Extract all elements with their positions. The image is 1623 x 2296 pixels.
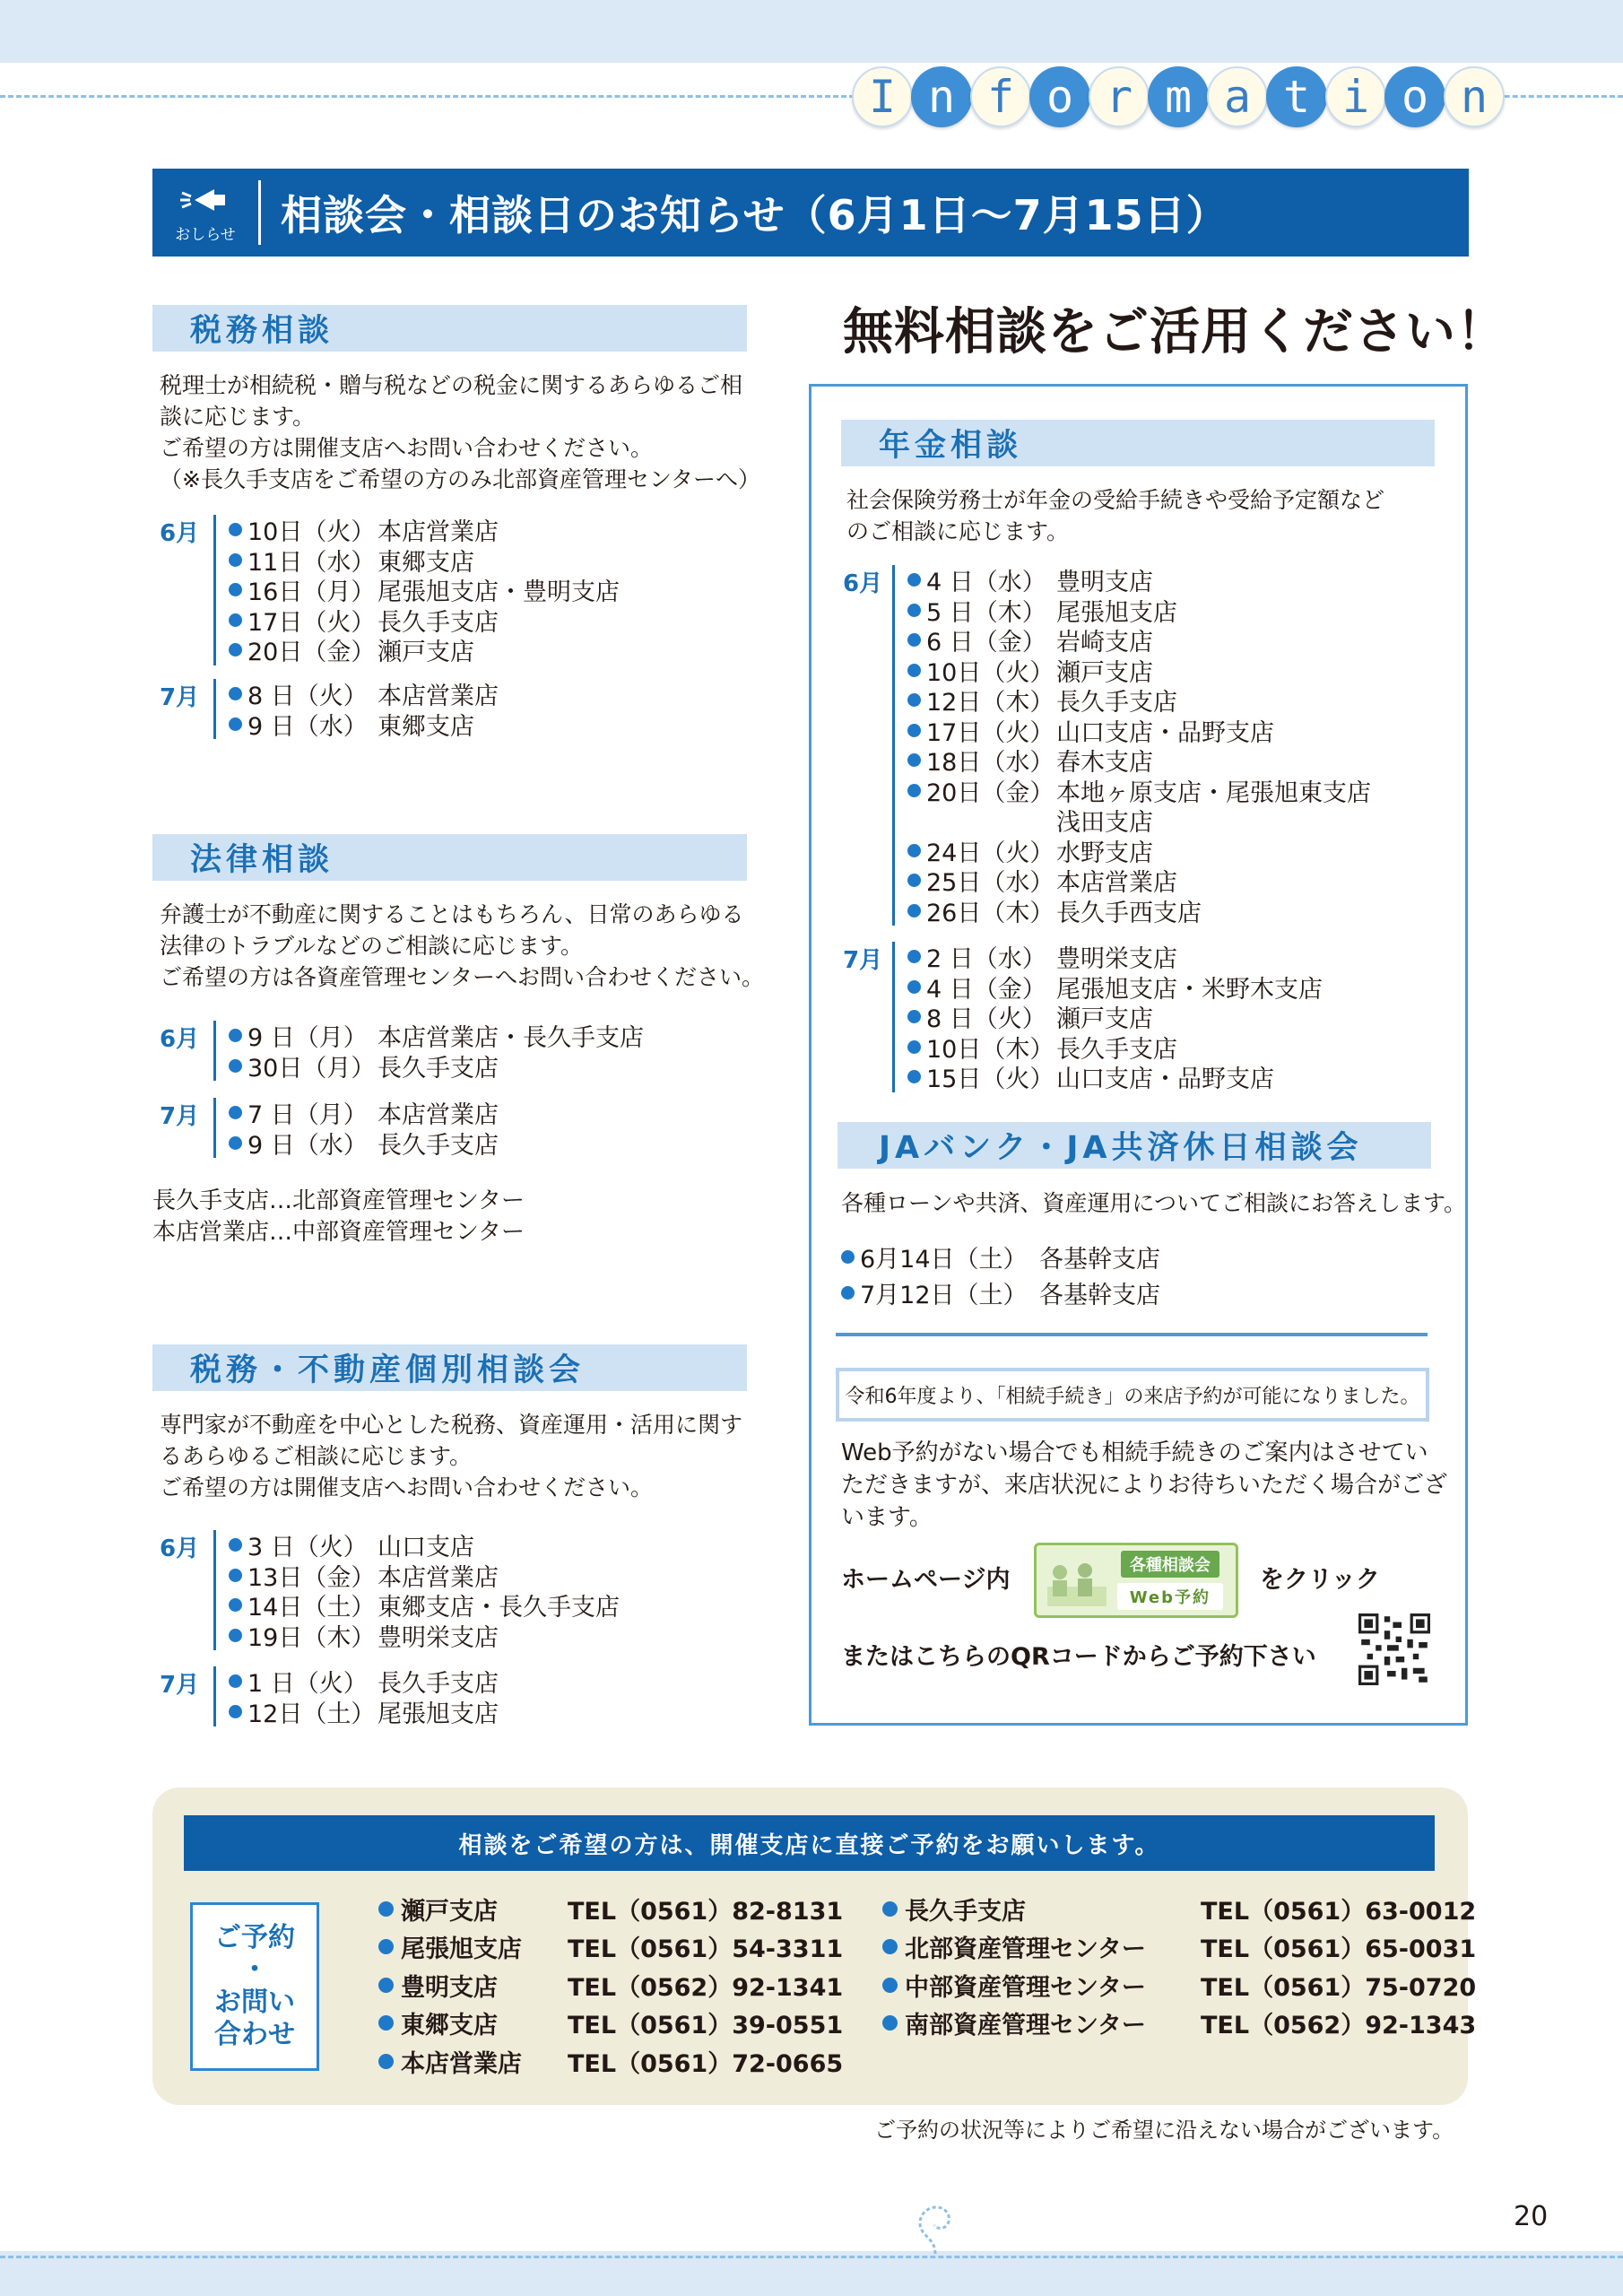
date: 1 日（火）	[247, 1670, 368, 1699]
section-heading-nenkin: 年金相談	[841, 420, 1435, 466]
date: 13日（金）	[247, 1563, 376, 1592]
desc-line: ご希望の方は開催支店へお問い合わせください。	[160, 1474, 654, 1500]
holiday-description: 各種ローンや共済、資産運用についてご相談にお答えします。	[841, 1190, 1467, 1216]
place: 浅田支店	[1056, 809, 1153, 838]
date: 17日（火）	[926, 718, 1055, 747]
place: 長久手支店	[378, 608, 499, 637]
bullet-icon	[229, 1598, 242, 1612]
month-label: 6月	[160, 1535, 200, 1562]
place: 山口支店・品野支店	[1056, 718, 1274, 747]
info-letter: I	[852, 66, 913, 127]
date: 9 日（水）	[247, 712, 368, 741]
info-letter: a	[1207, 66, 1268, 127]
label-line: 合わせ	[214, 2019, 295, 2050]
list-item	[907, 1002, 1323, 1032]
place: 長久手支店	[378, 1670, 499, 1699]
place: 東郷支店・長久手支店	[378, 1594, 620, 1622]
date: 4 日（水）	[926, 569, 1046, 597]
place: 山口支店	[378, 1534, 474, 1562]
bullet-icon	[229, 1059, 242, 1073]
date: 18日（水）	[926, 749, 1055, 778]
phone-number[interactable]: TEL（0562）92-1341	[568, 1973, 844, 2002]
list-item	[229, 545, 620, 576]
bullet-icon	[907, 664, 921, 677]
bullet-icon	[907, 1010, 921, 1023]
month-label: 6月	[843, 570, 883, 597]
place: 長久手支店	[378, 1054, 499, 1083]
phone-number[interactable]: TEL（0561）65-0031	[1201, 1935, 1477, 1964]
header-divider	[258, 180, 261, 245]
qr-instruction: またはこちらのQRコードからご予約下さい	[841, 1643, 1316, 1671]
web-reservation-button[interactable]	[1034, 1543, 1238, 1618]
list-item	[229, 1561, 620, 1591]
bullet-icon	[229, 718, 242, 731]
houritsu-notes	[152, 1186, 525, 1248]
date: 6月14日（土）	[860, 1245, 1028, 1274]
zeimu-description	[160, 370, 760, 495]
homepage-suffix: をクリック	[1260, 1566, 1380, 1594]
header-bar	[152, 169, 1469, 257]
place: 東郷支店	[378, 712, 474, 741]
bullet-icon	[907, 874, 921, 887]
section-heading-fudousan: 税務・不動産個別相談会	[152, 1344, 747, 1391]
bullet-icon	[229, 523, 242, 536]
desc-line: 弁護士が不動産に関することはもちろん、日常のあらゆる	[160, 901, 744, 927]
phone-number[interactable]: TEL（0561）63-0012	[1201, 1897, 1477, 1926]
bullet-icon	[907, 950, 921, 963]
place: 本店営業店	[1056, 869, 1177, 898]
reservation-label	[190, 1902, 319, 2071]
list-item	[907, 625, 1371, 656]
place: 瀬戸支店	[1056, 658, 1153, 687]
bullet-icon	[907, 633, 921, 647]
bullet-icon	[907, 1040, 921, 1054]
date: 10日（火）	[926, 658, 1055, 687]
month-label: 7月	[843, 947, 883, 974]
information-banner	[852, 66, 1503, 127]
bullet-icon	[229, 1136, 242, 1150]
phone-number[interactable]: TEL（0561）82-8131	[568, 1897, 844, 1926]
branch-name: 北部資産管理センター	[905, 1935, 1146, 1964]
list-item	[229, 515, 620, 545]
fudousan-schedule-june	[160, 1530, 620, 1650]
houritsu-schedule-june	[160, 1021, 644, 1081]
date: 11日（水）	[247, 548, 376, 577]
place: 長久手支店	[1056, 689, 1177, 718]
bullet-icon	[229, 1674, 242, 1688]
date: 14日（土）	[247, 1594, 376, 1622]
bullet-icon	[882, 1939, 898, 1954]
month-label: 6月	[160, 1026, 200, 1053]
place: 山口支店・品野支店	[1056, 1065, 1274, 1094]
date: 15日（火）	[926, 1065, 1055, 1094]
info-letter: o	[1029, 66, 1090, 127]
place: 各基幹支店	[1039, 1281, 1160, 1309]
place: 尾張旭支店・米野木支店	[1056, 975, 1323, 1004]
place: 尾張旭支店	[1056, 598, 1177, 627]
phone-number[interactable]: TEL（0561）39-0551	[568, 2012, 844, 2040]
place: 水野支店	[1056, 839, 1153, 867]
date: 30日（月）	[247, 1054, 376, 1083]
list-item	[229, 679, 499, 709]
list-item	[907, 1032, 1323, 1063]
desc-line: 法律のトラブルなどのご相談に応じます。	[160, 933, 584, 959]
section-heading-houritsu: 法律相談	[152, 834, 747, 881]
place: 本店営業店・長久手支店	[378, 1024, 644, 1053]
list-item	[907, 716, 1371, 746]
branch-name: 東郷支店	[401, 2012, 498, 2040]
phone-number[interactable]: TEL（0561）54-3311	[568, 1935, 844, 1964]
list-item	[841, 1274, 1160, 1310]
place: 岩崎支店	[1056, 629, 1153, 657]
list-item	[229, 605, 620, 636]
bullet-icon	[229, 1538, 242, 1552]
holiday-list	[841, 1239, 1160, 1310]
label-line: ご予約	[214, 1922, 295, 1953]
place: 春木支店	[1056, 749, 1153, 778]
date: 24日（火）	[926, 839, 1055, 867]
date: 20日（金）	[926, 778, 1055, 807]
bullet-icon	[907, 753, 921, 767]
list-item	[907, 942, 1323, 972]
bullet-icon	[882, 2015, 898, 2031]
houritsu-schedule-july	[160, 1098, 499, 1158]
nenkin-schedule-july	[843, 942, 1323, 1092]
phone-number[interactable]: TEL（0561）75-0720	[1201, 1973, 1477, 2002]
place: 瀬戸支店	[378, 639, 474, 667]
desc-line: います。	[841, 1504, 933, 1531]
note-line: 長久手支店…北部資産管理センター	[152, 1187, 525, 1214]
fudousan-schedule-july	[160, 1666, 499, 1726]
list-item	[907, 836, 1371, 866]
place: 豊明栄支店	[1056, 945, 1177, 974]
bullet-icon	[229, 553, 242, 567]
contact-row	[378, 2005, 843, 2043]
list-item	[229, 1666, 499, 1697]
place: 本店営業店	[378, 683, 499, 711]
date: 8 日（火）	[926, 1005, 1046, 1034]
list-item	[229, 1098, 499, 1128]
list-item	[907, 656, 1371, 686]
place: 豊明栄支店	[378, 1623, 499, 1652]
branch-name: 南部資産管理センター	[905, 2012, 1146, 2040]
bullet-icon	[378, 1901, 394, 1917]
bullet-icon	[378, 2015, 394, 2031]
list-item	[907, 896, 1371, 926]
bullet-icon	[907, 1070, 921, 1083]
date: 4 日（金）	[926, 975, 1046, 1004]
bullet-icon	[882, 1901, 898, 1917]
bullet-icon	[841, 1250, 855, 1264]
month-label: 7月	[160, 684, 200, 711]
list-item	[229, 1128, 499, 1159]
place: 尾張旭支店・豊明支店	[378, 578, 620, 607]
branch-name: 瀬戸支店	[401, 1897, 498, 1926]
info-letter: i	[1325, 66, 1386, 127]
month-bar	[213, 1021, 216, 1081]
label-line: ・	[241, 1954, 268, 1986]
web-button-line1: 各種相談会	[1121, 1551, 1219, 1578]
contact-list-right	[882, 1890, 1476, 2042]
list-item	[229, 1021, 644, 1051]
date: 9 日（月）	[247, 1024, 368, 1053]
month-label: 6月	[160, 520, 200, 547]
place: 長久手支店	[378, 1131, 499, 1160]
people-icon	[1046, 1560, 1108, 1608]
info-letter: m	[1148, 66, 1209, 127]
swirl-decoration-icon	[913, 2202, 958, 2256]
bullet-icon	[907, 693, 921, 707]
contact-row	[882, 1966, 1476, 2005]
desc-line: ご希望の方は開催支店へお問い合わせください。	[160, 435, 654, 461]
info-letter: o	[1384, 66, 1445, 127]
list-item	[229, 575, 620, 605]
bullet-icon	[907, 784, 921, 797]
nenkin-description	[846, 484, 1384, 547]
bullet-icon	[907, 904, 921, 918]
bullet-icon	[907, 980, 921, 994]
month-bar	[892, 565, 895, 926]
list-item	[229, 635, 620, 665]
date: 7月12日（土）	[860, 1281, 1028, 1309]
month-label: 7月	[160, 1103, 200, 1130]
bullet-icon	[229, 583, 242, 596]
contact-row	[378, 1890, 843, 1928]
contact-row	[378, 2042, 843, 2081]
label-line: お問い	[214, 1987, 295, 2018]
place: 本店営業店	[378, 518, 499, 547]
date: 3 日（火）	[247, 1534, 368, 1562]
info-letter: r	[1089, 66, 1150, 127]
place: 本店営業店	[378, 1563, 499, 1592]
dashed-line-bottom	[0, 2256, 1623, 2258]
month-bar	[213, 1098, 216, 1158]
place: 各基幹支店	[1039, 1245, 1160, 1274]
month-bar	[213, 515, 216, 665]
fudousan-description	[160, 1409, 742, 1503]
notice-icon-label: おしらせ	[175, 225, 236, 244]
list-item	[907, 1062, 1323, 1092]
date: 2 日（水）	[926, 945, 1046, 974]
month-bar	[213, 679, 216, 739]
section-divider	[836, 1333, 1428, 1336]
bullet-icon	[229, 613, 242, 627]
date: 20日（金）	[247, 639, 376, 667]
free-consultation-title: 無料相談をご活用ください！	[843, 302, 1507, 361]
section-heading-zeimu: 税務相談	[152, 305, 747, 352]
bullet-icon	[907, 724, 921, 737]
desc-line: 税理士が相続税・贈与税などの税金に関するあらゆるご相	[160, 372, 743, 398]
date: 26日（木）	[926, 899, 1055, 927]
list-item	[907, 685, 1371, 716]
desc-line: （※長久手支店をご希望の方のみ北部資産管理センターへ）	[160, 466, 760, 492]
branch-name: 豊明支店	[401, 1973, 498, 2002]
bullet-icon	[229, 1705, 242, 1718]
place: 尾張旭支店	[378, 1700, 499, 1728]
phone-number[interactable]: TEL（0562）92-1343	[1201, 2012, 1477, 2040]
bullet-icon	[229, 1569, 242, 1582]
zeimu-schedule-july	[160, 679, 499, 739]
qr-code-icon[interactable]	[1358, 1613, 1430, 1685]
info-letter: n	[1444, 66, 1505, 127]
contact-row	[378, 1966, 843, 2005]
list-item	[229, 1697, 499, 1727]
souzoku-notice: 令和6年度より、「相続手続き」の来店予約が可能になりました。	[836, 1368, 1429, 1422]
zeimu-schedule-june	[160, 515, 620, 665]
list-item	[229, 709, 499, 740]
date: 16日（月）	[247, 578, 376, 607]
bullet-icon	[378, 1939, 394, 1954]
list-item	[229, 1621, 620, 1651]
info-letter: f	[970, 66, 1031, 127]
web-button-labels	[1117, 1551, 1223, 1610]
bullet-icon	[841, 1286, 855, 1300]
contact-row	[882, 2005, 1476, 2043]
desc-line: ただきますが、来店状況によりお待ちいただく場合がござ	[841, 1472, 1448, 1499]
place: 東郷支店	[378, 548, 474, 577]
branch-name: 中部資産管理センター	[905, 1973, 1146, 2002]
souzoku-description	[841, 1437, 1447, 1534]
date: 19日（木）	[247, 1623, 376, 1652]
note-line: 本店営業店…中部資産管理センター	[152, 1219, 525, 1246]
date: 25日（水）	[926, 869, 1055, 898]
houritsu-description	[160, 899, 764, 993]
contact-list-left	[378, 1890, 843, 2081]
bullet-icon	[229, 1629, 242, 1642]
list-item	[907, 745, 1371, 776]
month-label: 7月	[160, 1672, 200, 1699]
place: 本店営業店	[378, 1101, 499, 1130]
date: 8 日（火）	[247, 683, 368, 711]
contact-row	[882, 1890, 1476, 1928]
place: 本地ヶ原支店・尾張旭東支店	[1056, 778, 1371, 807]
branch-name: 本店営業店	[401, 2049, 522, 2078]
list-item	[907, 865, 1371, 896]
branch-name: 長久手支店	[905, 1897, 1026, 1926]
place: 豊明支店	[1056, 569, 1153, 597]
page-number: 20	[1514, 2201, 1549, 2232]
list-item	[907, 565, 1371, 596]
contact-row	[378, 1928, 843, 1967]
section-heading-holiday: JAバンク・JA共済休日相談会	[838, 1122, 1431, 1169]
date: 9 日（水）	[247, 1131, 368, 1160]
month-bar	[892, 942, 895, 1092]
desc-line: 社会保険労務士が年金の受給手続きや受給予定額など	[846, 487, 1385, 513]
date: 12日（木）	[926, 689, 1055, 718]
desc-line: るあらゆるご相談に応じます。	[160, 1443, 473, 1469]
bullet-icon	[907, 604, 921, 617]
nenkin-schedule-june	[843, 565, 1371, 926]
homepage-prefix: ホームページ内	[841, 1566, 1011, 1594]
place: 長久手西支店	[1056, 899, 1202, 927]
reservation-banner: 相談をご希望の方は、開催支店に直接ご予約をお願いします。	[184, 1815, 1435, 1871]
date: 7 日（月）	[247, 1101, 368, 1130]
list-item	[907, 805, 1371, 836]
notice-icon	[152, 169, 258, 257]
info-letter: n	[911, 66, 972, 127]
desc-line: Web予約がない場合でも相続手続きのご案内はさせてい	[841, 1439, 1428, 1466]
bullet-icon	[378, 2054, 394, 2069]
place: 瀬戸支店	[1056, 1005, 1153, 1034]
contact-row	[882, 1928, 1476, 1967]
list-item	[907, 776, 1371, 806]
date: 17日（火）	[247, 608, 376, 637]
bullet-icon	[378, 1978, 394, 1993]
web-button-line2: Web予約	[1117, 1583, 1223, 1610]
footnote: ご予約の状況等によりご希望に沿えない場合がございます。	[874, 2118, 1454, 2143]
list-item	[229, 1051, 644, 1082]
bullet-icon	[882, 1978, 898, 1993]
bullet-icon	[907, 573, 921, 587]
bullet-icon	[907, 844, 921, 857]
info-letter: t	[1266, 66, 1327, 127]
place: 長久手支店	[1056, 1035, 1177, 1064]
list-item	[907, 596, 1371, 626]
date: 6 日（金）	[926, 629, 1046, 657]
desc-line: のご相談に応じます。	[846, 518, 1070, 544]
phone-number[interactable]: TEL（0561）72-0665	[568, 2049, 844, 2078]
month-bar	[213, 1530, 216, 1650]
list-item	[229, 1530, 620, 1561]
page-title: 相談会・相談日のお知らせ（6月1日〜7月15日）	[281, 191, 1228, 239]
list-item	[907, 972, 1323, 1003]
desc-line: 談に応じます。	[160, 404, 316, 430]
date: 10日（火）	[247, 518, 376, 547]
branch-name: 尾張旭支店	[401, 1935, 522, 1964]
list-item	[229, 1590, 620, 1621]
date: 10日（木）	[926, 1035, 1055, 1064]
bullet-icon	[229, 1106, 242, 1119]
bullet-icon	[229, 687, 242, 700]
date: 5 日（木）	[926, 598, 1046, 627]
date: 12日（土）	[247, 1700, 376, 1728]
bullet-icon	[229, 643, 242, 657]
desc-line: 専門家が不動産を中心とした税務、資産運用・活用に関す	[160, 1412, 743, 1438]
bullet-icon	[229, 1029, 242, 1042]
list-item	[841, 1239, 1160, 1274]
month-bar	[213, 1666, 216, 1726]
desc-line: ご希望の方は各資産管理センターへお問い合わせください。	[160, 964, 765, 990]
